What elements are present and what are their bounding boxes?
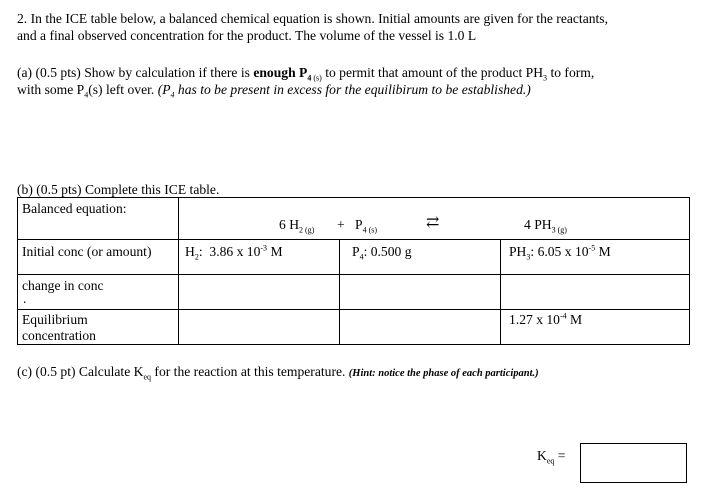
ice-p4-equilibrium-cell[interactable] bbox=[339, 309, 501, 345]
part-b-label: (b) (0.5 pts) Complete this ICE table. bbox=[17, 182, 220, 197]
ice-h2-equilibrium-cell[interactable] bbox=[178, 309, 340, 345]
equation-ph3: 4 $PH_3$ $_{(g)}$ bbox=[524, 217, 567, 235]
ice-p4-initial-cell: $P_4$: 0.500 g bbox=[339, 239, 501, 275]
question-line-1: 2. In the ICE table below, a balanced chemical equation is shown. Initial amounts are given for the reactants, bbox=[17, 11, 608, 26]
ice-ph3-change-cell[interactable] bbox=[500, 274, 690, 310]
ice-equation-cell bbox=[178, 197, 690, 240]
ice-change-label-cell: change in conc . bbox=[17, 274, 179, 310]
question-line-2: and a final observed concentration for the product. The volume of the vessel is 1.0 L bbox=[17, 28, 477, 43]
keq-answer-box[interactable] bbox=[580, 443, 687, 483]
ice-p4-change-cell[interactable] bbox=[339, 274, 501, 310]
part-a-line-2: with some $P_4(s)$ left over. ($P_4$ has to be present in excess for the equilibirum to be established.) bbox=[17, 82, 531, 100]
equation-plus: + bbox=[337, 217, 345, 232]
ice-balanced-label-cell: Balanced equation: bbox=[17, 197, 179, 240]
ice-ph3-equilibrium-cell: 1.27 x $10^{-4}$ M bbox=[500, 309, 690, 345]
ice-equilibrium-label-cell: Equilibrium concentration bbox=[17, 309, 179, 345]
equation-p4: $P_4$ $_{(s)}$ bbox=[355, 217, 378, 235]
ice-h2-change-cell[interactable] bbox=[178, 274, 340, 310]
ice-ph3-initial-cell: $PH_3$: 6.05 x $10^{-5}$ M bbox=[500, 239, 690, 275]
part-a-line-1: (a) (0.5 pts) Show by calculation if there is enough $P_4$ $_{(s)}$ to permit that amount of the product $PH_3$ to form, bbox=[17, 65, 595, 83]
keq-label: $K_{eq}$ = bbox=[537, 448, 566, 466]
ice-table bbox=[17, 197, 689, 345]
equation-h2: 6 $H_2$ $_{(g)}$ bbox=[279, 217, 315, 235]
part-c-line: (c) (0.5 pt) Calculate $K_{eq}$ for the reaction at this temperature. (Hint: notice the phase of each participant.) bbox=[17, 364, 539, 382]
ice-initial-label-cell: Initial conc (or amount) bbox=[17, 239, 179, 275]
equilibrium-arrow-icon: ⇄ bbox=[426, 214, 440, 231]
ice-h2-initial-cell: $H_2$: 3.86 x $10^{-3}$ M bbox=[178, 239, 340, 275]
